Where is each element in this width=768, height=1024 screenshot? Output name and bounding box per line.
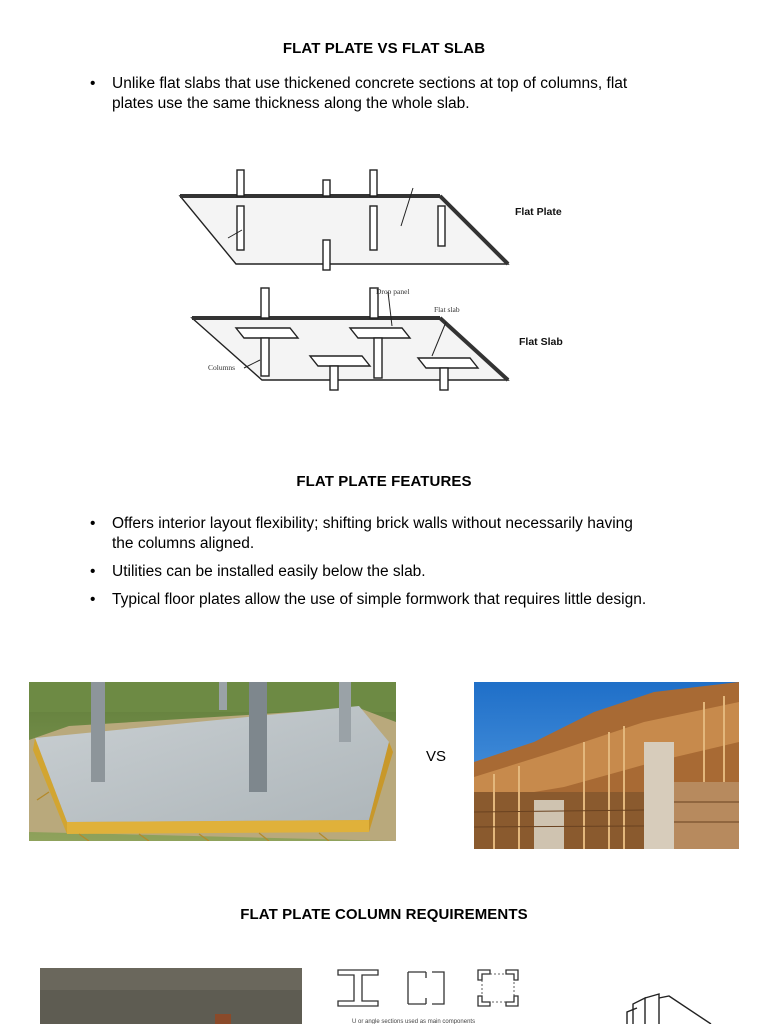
bullet-list-features — [90, 514, 650, 618]
column-sections-diagram — [332, 966, 528, 1024]
flat-plate-column — [370, 170, 377, 196]
flat-plate-column — [237, 170, 244, 196]
bullet-item: • Typical floor plates allow the use of simple formwork that requires little design. — [90, 590, 650, 610]
flat-slab-column — [440, 368, 448, 390]
flat-slab-column — [261, 338, 269, 376]
flat-plate-column — [237, 206, 244, 250]
column-sections-caption: U or angle sections used as main components — [352, 1019, 476, 1024]
heading-flat-plate-column-requirements: FLAT PLATE COLUMN REQUIREMENTS — [240, 906, 528, 923]
drop-panel — [236, 328, 298, 338]
flat-slab — [192, 318, 508, 380]
drop-panel — [418, 358, 478, 368]
flat-plate-formwork-image — [29, 682, 396, 841]
vs-label: VS — [426, 748, 447, 765]
label-columns: Columns — [208, 363, 236, 372]
flat-slab-column — [330, 366, 338, 390]
heading-flat-plate-vs-flat-slab: FLAT PLATE VS FLAT SLAB — [282, 40, 486, 57]
flat-plate-column — [323, 180, 330, 196]
drop-panel — [310, 356, 370, 366]
flat-plate-column — [438, 206, 445, 246]
label-flat-slab-small: Flat slab — [434, 305, 460, 314]
flat-slab-column — [374, 338, 382, 378]
i-section-shape — [338, 970, 378, 1006]
flat-slab-formwork-image — [474, 682, 739, 849]
flat-plate-column — [323, 240, 330, 270]
flat-plate-flat-slab-diagram — [170, 160, 590, 400]
angle-section-shape — [478, 970, 518, 1006]
flat-plate-column — [370, 206, 377, 250]
bullet-item: • Utilities can be installed easily below the slab. — [90, 562, 650, 582]
column-connection-diagram — [625, 990, 735, 1024]
label-flat-slab: Flat Slab — [519, 336, 563, 348]
channel-section-shape — [408, 972, 444, 1004]
heading-flat-plate-features: FLAT PLATE FEATURES — [296, 473, 472, 490]
bullet-item: • Unlike flat slabs that use thickened concrete sections at top of columns, flat plates use the same thickness along the whole slab. — [90, 74, 650, 114]
label-drop-panel: Drop panel — [376, 287, 410, 296]
label-flat-plate: Flat Plate — [515, 206, 562, 218]
flat-slab-column — [261, 288, 269, 318]
bullet-item: • Offers interior layout flexibility; shifting brick walls without necessarily having the columns aligned. — [90, 514, 650, 554]
column-photo — [40, 968, 302, 1024]
bullet-list-intro — [90, 74, 650, 122]
drop-panel — [350, 328, 410, 338]
flat-plate-slab — [180, 196, 508, 264]
